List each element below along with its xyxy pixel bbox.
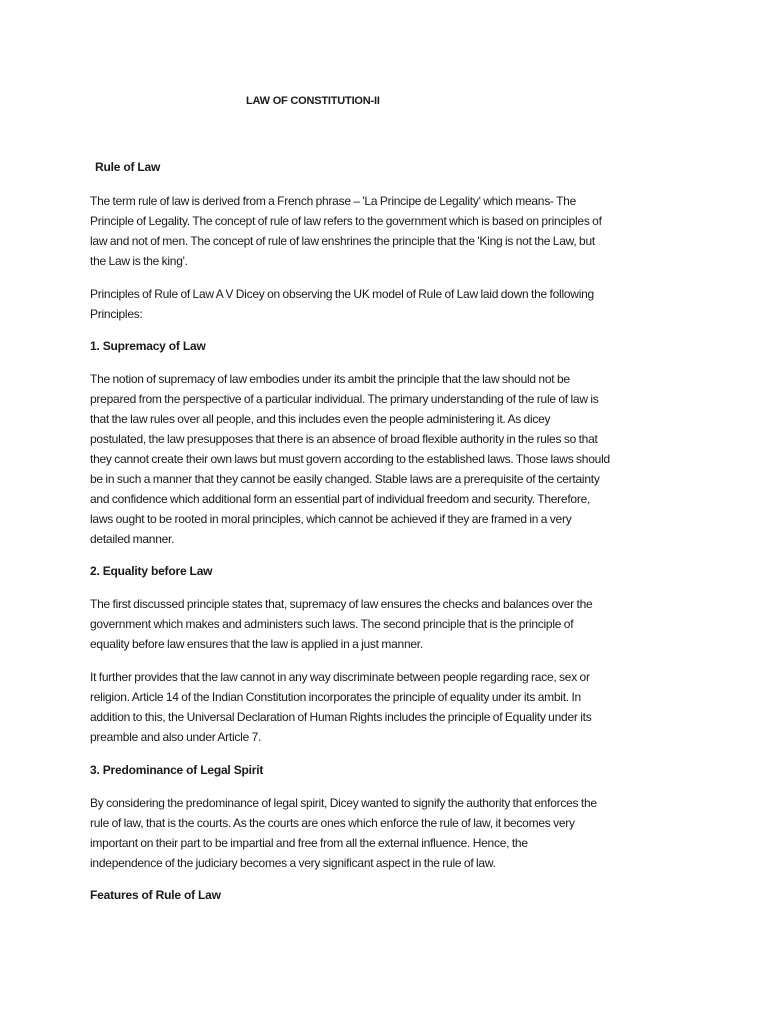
text-line: Principle of Legality. The concept of rule of law refers to the government which is based on principles of [90,214,602,228]
text-line: rule of law, that is the courts. As the courts are ones which enforce the rule of law, it becomes very [90,816,575,830]
text-line: they cannot create their own laws but must govern according to the established laws. Those laws should [90,452,610,466]
section-heading-features-of-rule-of-law: Features of Rule of Law [90,888,221,902]
paragraph-dicey-principles [90,284,682,324]
text-line: The first discussed principle states that, supremacy of law ensures the checks and balances over the [90,597,593,611]
text-line: important on their part to be impartial and free from all the external influence. Hence, the [90,836,528,850]
text-line: equality before law ensures that the law is applied in a just manner. [90,637,423,651]
text-line: addition to this, the Universal Declaration of Human Rights includes the principle of Equality under its [90,710,592,724]
text-line: prepared from the perspective of a particular individual. The primary understanding of the rule of law is [90,392,599,406]
paragraph-rule-of-law-definition [90,191,682,271]
text-line: By considering the predominance of legal spirit, Dicey wanted to signify the authority that enforces the [90,796,597,810]
paragraph-supremacy-of-law [90,369,682,549]
text-line: Principles of Rule of Law A V Dicey on observing the UK model of Rule of Law laid down the following [90,287,594,301]
text-line: postulated, the law presupposes that there is an absence of broad flexible authority in the rules so that [90,432,598,446]
text-line: laws ought to be rooted in moral principles, which cannot be achieved if they are framed in a very [90,512,572,526]
paragraph-non-discrimination [90,667,682,747]
section-heading-supremacy-of-law: 1. Supremacy of Law [90,339,206,353]
text-line: that the law rules over all people, and this includes even the people administering it. As dicey [90,412,551,426]
text-line: The term rule of law is derived from a French phrase – 'La Principe de Legality' which means- The [90,194,577,208]
paragraph-legal-spirit [90,793,682,873]
section-heading-equality-before-law: 2. Equality before Law [90,564,213,578]
text-line: law and not of men. The concept of rule of law enshrines the principle that the 'King is not the Law, but [90,234,595,248]
text-line: the Law is the king'. [90,254,188,268]
text-line: Principles: [90,307,143,321]
paragraph-checks-and-balances [90,594,682,654]
text-line: preamble and also under Article 7. [90,730,262,744]
section-heading-rule-of-law: Rule of Law [95,160,161,174]
text-line: The notion of supremacy of law embodies under its ambit the principle that the law should not be [90,372,570,386]
text-line: religion. Article 14 of the Indian Constitution incorporates the principle of equality under its ambit. In [90,690,581,704]
text-line: It further provides that the law cannot in any way discriminate between people regarding race, sex or [90,670,590,684]
text-line: detailed manner. [90,532,175,546]
text-line: and confidence which additional form an essential part of individual freedom and security. Therefore, [90,492,591,506]
text-line: be in such a manner that they cannot be easily changed. Stable laws are a prerequisite of the certainty [90,472,600,486]
section-heading-predominance-of-legal-spirit: 3. Predominance of Legal Spirit [90,763,264,777]
text-line: independence of the judiciary becomes a very significant aspect in the rule of law. [90,856,496,870]
text-line: government which makes and administers such laws. The second principle that is the principle of [90,617,574,631]
document-title: LAW OF CONSTITUTION-II [246,95,380,107]
